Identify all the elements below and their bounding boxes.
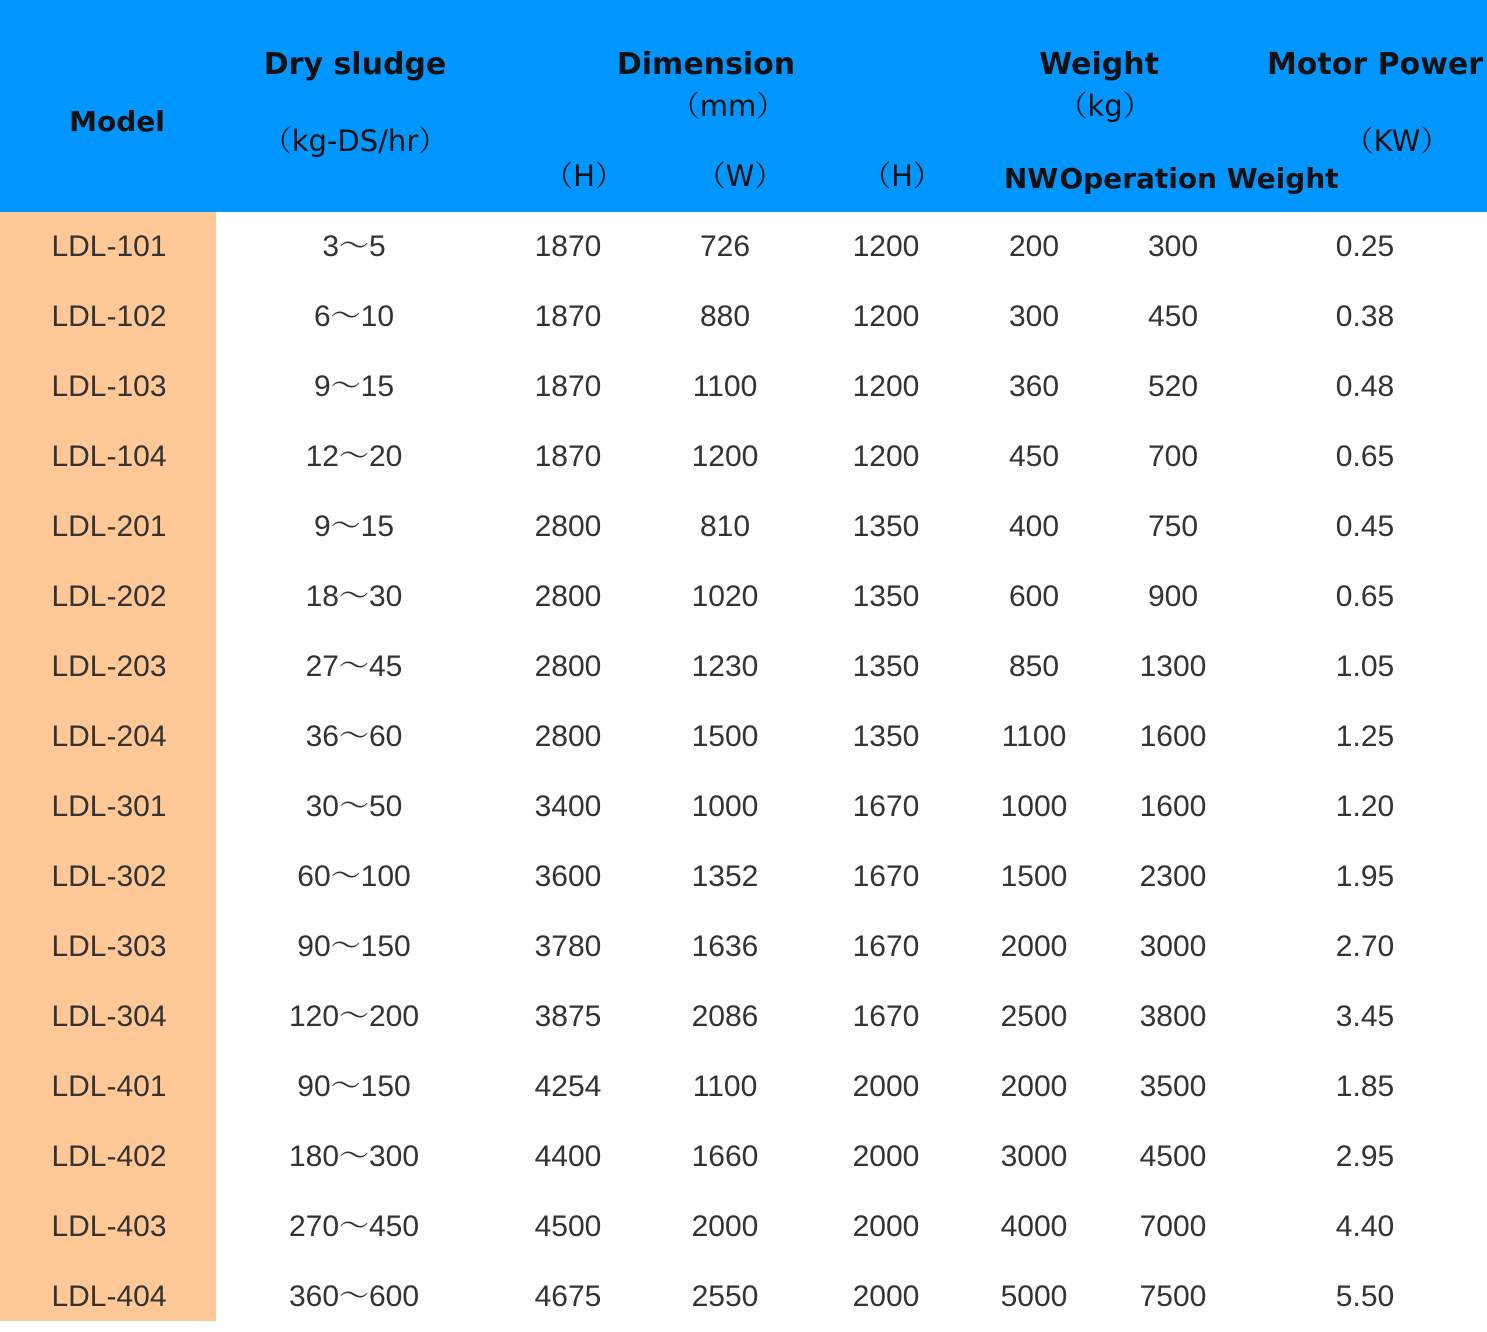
cell-width: 1500	[691, 720, 759, 753]
cell-width: 1352	[691, 860, 759, 893]
cell-dry-sludge: 180～300	[288, 1140, 420, 1173]
header-nw: NW	[1003, 162, 1059, 195]
cell-model: LDL-104	[51, 440, 167, 473]
cell-motor-power: 0.38	[1335, 300, 1395, 333]
cell-dry-sludge: 9～15	[313, 510, 395, 543]
cell-model: LDL-401	[51, 1070, 167, 1103]
table-row	[0, 702, 1487, 772]
cell-dry-sludge: 18～30	[305, 580, 403, 613]
table-row	[0, 492, 1487, 562]
cell-motor-power: 0.65	[1335, 440, 1395, 473]
cell-height: 4675	[534, 1280, 602, 1313]
cell-height: 4500	[534, 1210, 602, 1243]
table-row	[0, 282, 1487, 352]
table-row	[0, 982, 1487, 1052]
cell-nw: 360	[1008, 370, 1060, 403]
cell-model: LDL-101	[51, 230, 167, 263]
cell-nw: 2500	[1000, 1000, 1068, 1033]
cell-height-2: 1200	[852, 370, 920, 403]
cell-model: LDL-304	[51, 1000, 167, 1033]
cell-height-2: 2000	[852, 1280, 920, 1313]
header-motor-power-unit: （KW）	[1344, 124, 1450, 158]
cell-dry-sludge: 6～10	[313, 300, 395, 333]
cell-model: LDL-403	[51, 1210, 167, 1243]
cell-height: 1870	[534, 440, 602, 473]
table-row	[0, 912, 1487, 982]
header-dimension-h2: （H）	[862, 159, 942, 193]
cell-height-2: 1670	[852, 860, 920, 893]
cell-height: 1870	[534, 300, 602, 333]
table-row	[0, 562, 1487, 632]
cell-width: 1020	[691, 580, 759, 613]
cell-width: 1200	[691, 440, 759, 473]
cell-operation-weight: 1600	[1139, 720, 1207, 753]
cell-width: 1100	[692, 370, 758, 403]
table-header	[0, 0, 1487, 212]
cell-width: 2000	[691, 1210, 759, 1243]
cell-operation-weight: 300	[1147, 230, 1199, 263]
cell-height-2: 1200	[852, 300, 920, 333]
cell-model: LDL-203	[51, 650, 167, 683]
cell-dry-sludge: 120～200	[288, 1000, 420, 1033]
cell-operation-weight: 3800	[1139, 1000, 1207, 1033]
cell-height-2: 1670	[852, 790, 920, 823]
cell-height-2: 2000	[852, 1140, 920, 1173]
cell-motor-power: 3.45	[1335, 1000, 1395, 1033]
cell-dry-sludge: 60～100	[297, 860, 411, 893]
cell-width: 1636	[691, 930, 759, 963]
cell-operation-weight: 1600	[1139, 790, 1207, 823]
header-dry-sludge-unit: （kg-DS/hr）	[262, 124, 448, 158]
cell-nw: 2000	[1000, 930, 1068, 963]
cell-dry-sludge: 30～50	[305, 790, 403, 823]
header-dimension-h1: （H）	[544, 159, 624, 193]
cell-model: LDL-201	[51, 510, 167, 543]
cell-nw: 600	[1008, 580, 1060, 613]
cell-height: 2800	[534, 510, 602, 543]
cell-model: LDL-303	[51, 930, 167, 963]
table-row	[0, 772, 1487, 842]
cell-height-2: 1200	[852, 440, 920, 473]
cell-nw: 300	[1008, 300, 1060, 333]
cell-nw: 4000	[1000, 1210, 1068, 1243]
cell-dry-sludge: 27～45	[305, 650, 403, 683]
cell-model: LDL-102	[51, 300, 167, 333]
cell-motor-power: 1.20	[1335, 790, 1395, 823]
table-row	[0, 1122, 1487, 1192]
table-row	[0, 422, 1487, 492]
cell-operation-weight: 750	[1147, 510, 1199, 543]
cell-height-2: 2000	[852, 1210, 920, 1243]
cell-motor-power: 0.48	[1335, 370, 1395, 403]
cell-model: LDL-402	[51, 1140, 167, 1173]
cell-width: 2086	[691, 1000, 759, 1033]
cell-motor-power: 5.50	[1335, 1280, 1395, 1313]
cell-dry-sludge: 360～600	[288, 1280, 420, 1313]
cell-nw: 5000	[1000, 1280, 1068, 1313]
cell-dry-sludge: 90～150	[297, 1070, 411, 1103]
cell-motor-power: 2.95	[1335, 1140, 1395, 1173]
cell-model: LDL-202	[51, 580, 167, 613]
cell-width: 810	[699, 510, 751, 543]
cell-dry-sludge: 12～20	[305, 440, 403, 473]
cell-nw: 400	[1008, 510, 1060, 543]
cell-motor-power: 0.25	[1335, 230, 1395, 263]
cell-nw: 200	[1008, 230, 1060, 263]
cell-width: 726	[699, 230, 751, 263]
cell-width: 1100	[692, 1070, 758, 1103]
cell-dry-sludge: 90～150	[297, 930, 411, 963]
table-row	[0, 352, 1487, 422]
cell-width: 1000	[691, 790, 759, 823]
cell-nw: 1100	[1001, 720, 1067, 753]
cell-operation-weight: 700	[1147, 440, 1199, 473]
header-motor-power: Motor Power	[1266, 47, 1484, 82]
cell-height: 4400	[534, 1140, 602, 1173]
cell-height: 3600	[534, 860, 602, 893]
cell-height-2: 1670	[852, 930, 920, 963]
cell-motor-power: 1.95	[1335, 860, 1395, 893]
table-row	[0, 212, 1487, 282]
header-dimension: Dimension	[616, 47, 796, 82]
cell-nw: 3000	[1000, 1140, 1068, 1173]
cell-nw: 1500	[1000, 860, 1068, 893]
header-dry-sludge: Dry sludge	[263, 47, 447, 82]
cell-height-2: 1350	[852, 580, 920, 613]
cell-height: 1870	[534, 370, 602, 403]
cell-dry-sludge: 3～5	[322, 230, 386, 263]
cell-height: 2800	[534, 650, 602, 683]
cell-width: 1660	[691, 1140, 759, 1173]
cell-width: 880	[699, 300, 751, 333]
cell-height: 4254	[534, 1070, 602, 1103]
cell-motor-power: 1.25	[1335, 720, 1395, 753]
cell-operation-weight: 900	[1147, 580, 1199, 613]
cell-nw: 850	[1008, 650, 1060, 683]
cell-operation-weight: 7500	[1139, 1280, 1207, 1313]
table-row	[0, 1192, 1487, 1262]
cell-dry-sludge: 36～60	[305, 720, 403, 753]
cell-model: LDL-103	[51, 370, 167, 403]
cell-height-2: 1200	[852, 230, 920, 263]
cell-nw: 450	[1008, 440, 1060, 473]
cell-operation-weight: 3500	[1139, 1070, 1207, 1103]
cell-motor-power: 0.65	[1335, 580, 1395, 613]
cell-height-2: 1350	[852, 650, 920, 683]
table-row	[0, 1262, 1487, 1332]
cell-height: 2800	[534, 720, 602, 753]
table-row	[0, 632, 1487, 702]
cell-operation-weight: 1300	[1139, 650, 1207, 683]
table-row	[0, 1052, 1487, 1122]
cell-model: LDL-404	[51, 1280, 167, 1313]
header-model: Model	[69, 105, 165, 138]
cell-dry-sludge: 9～15	[313, 370, 395, 403]
cell-operation-weight: 4500	[1139, 1140, 1207, 1173]
header-dimension-unit: （mm）	[670, 89, 786, 123]
cell-model: LDL-204	[51, 720, 167, 753]
cell-model: LDL-302	[51, 860, 167, 893]
cell-motor-power: 1.05	[1335, 650, 1395, 683]
cell-height-2: 1350	[852, 720, 920, 753]
cell-height: 2800	[534, 580, 602, 613]
cell-dry-sludge: 270～450	[288, 1210, 420, 1243]
cell-motor-power: 2.70	[1335, 930, 1395, 963]
cell-operation-weight: 2300	[1139, 860, 1207, 893]
cell-nw: 1000	[1000, 790, 1068, 823]
cell-motor-power: 4.40	[1335, 1210, 1395, 1243]
cell-operation-weight: 3000	[1139, 930, 1207, 963]
cell-height-2: 2000	[852, 1070, 920, 1103]
cell-height-2: 1670	[852, 1000, 920, 1033]
header-weight: Weight	[1039, 47, 1159, 82]
cell-height: 3780	[534, 930, 602, 963]
cell-motor-power: 0.45	[1335, 510, 1395, 543]
header-weight-unit: （kg）	[1058, 89, 1152, 123]
cell-motor-power: 1.85	[1335, 1070, 1395, 1103]
cell-nw: 2000	[1000, 1070, 1068, 1103]
cell-height: 3875	[534, 1000, 602, 1033]
cell-operation-weight: 7000	[1139, 1210, 1207, 1243]
cell-model: LDL-301	[51, 790, 167, 823]
cell-height: 3400	[534, 790, 602, 823]
header-operation-weight: Operation Weight	[1059, 162, 1339, 195]
cell-operation-weight: 520	[1147, 370, 1199, 403]
header-dimension-w: （W）	[696, 159, 784, 193]
cell-height: 1870	[534, 230, 602, 263]
table-row	[0, 842, 1487, 912]
cell-operation-weight: 450	[1147, 300, 1199, 333]
cell-height-2: 1350	[852, 510, 920, 543]
cell-width: 1230	[691, 650, 759, 683]
cell-width: 2550	[691, 1280, 759, 1313]
